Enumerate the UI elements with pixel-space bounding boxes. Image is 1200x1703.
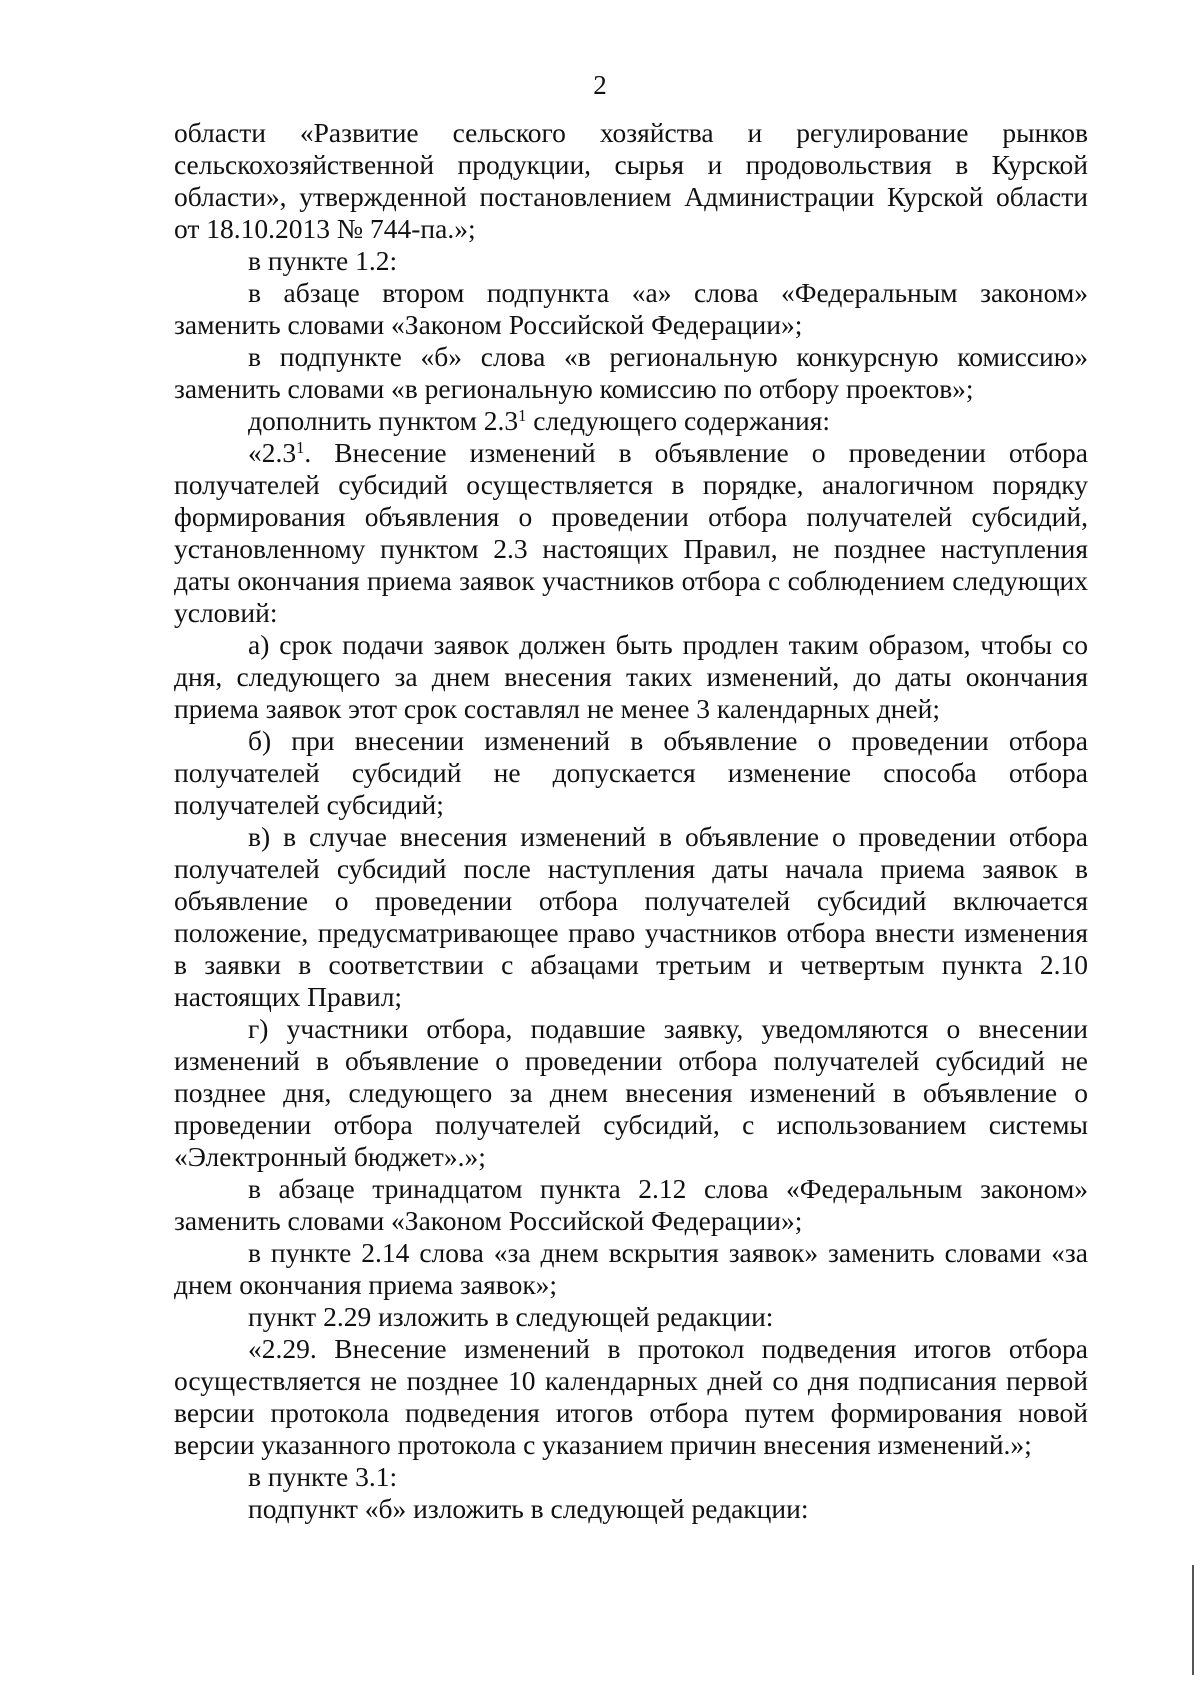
paragraph-item-2-29: пункт 2.29 изложить в следующей редакции: bbox=[248, 1301, 774, 1332]
page-number: 2 bbox=[593, 70, 607, 100]
paragraph-continuation: области «Развитие сельского хозяйства и регулирование рынков сельскохозяйственной продукции, сырья и продовольствия в Курской области», утвержденной постановлением Администрации Курской области от 18.10.2013 № 744-па.»; bbox=[174, 117, 1088, 244]
paragraph-condition-v: в) в случае внесения изменений в объявление о проведении отбора получателей субсидий после наступления даты начала приема заявок в объявление о проведении отбора получателей субсидий включается положение, предусматривающее право участников отбора внести изменения в заявки в соответствии с абзацами третьим и четвертым пункта 2.10 настоящих Правил; bbox=[174, 821, 1088, 1012]
text-segment: . Внесение изменений в объявление о проведении отбора получателей субсидий осуществляется в порядке, аналогичном порядку формирования объявления о проведении отбора получателей субсидий, установленному пунктом 2.3 настоящих Правил, не позднее наступления даты окончания приема заявок участников отбора с соблюдением следующих условий: bbox=[174, 437, 1088, 628]
paragraph-condition-g: г) участники отбора, подавшие заявку, уведомляются о внесении изменений в объявление о проведении отбора получателей субсидий не позднее дня, следующего за днем внесения изменений в объявление о проведении отбора получателей субсидий, с использованием системы «Электронный бюджет».»; bbox=[174, 1013, 1088, 1172]
paragraph-subitem-b: подпункт «б» изложить в следующей редакции: bbox=[248, 1493, 809, 1524]
paragraph-item-3-1: в пункте 3.1: bbox=[248, 1461, 398, 1492]
text-segment: следующего содержания: bbox=[526, 405, 830, 436]
paragraph-item-1-2: в пункте 1.2: bbox=[248, 245, 398, 276]
superscript: 1 bbox=[518, 405, 527, 425]
document-body bbox=[174, 117, 1088, 1525]
text-segment: дополнить пунктом 2.3 bbox=[248, 405, 519, 436]
superscript: 1 bbox=[296, 437, 305, 457]
paragraph-amendment-b: в подпункте «б» слова «в региональную конкурсную комиссию» заменить словами «в региональную комиссию по отбору проектов»; bbox=[174, 341, 1088, 404]
paragraph-condition-a: а) срок подачи заявок должен быть продлен таким образом, чтобы со дня, следующего за днем внесения таких изменений, до даты окончания приема заявок этот срок составлял не менее 3 календарных дней; bbox=[174, 629, 1088, 724]
paragraph-clause-2-29: «2.29. Внесение изменений в протокол подведения итогов отбора осуществляется не позднее 10 календарных дней со дня подписания первой версии протокола подведения итогов отбора путем формирования новой версии указанного протокола с указанием причин внесения изменений.»; bbox=[174, 1333, 1088, 1460]
paragraph-condition-b: б) при внесении изменений в объявление о проведении отбора получателей субсидий не допускается изменение способа отбора получателей субсидий; bbox=[174, 725, 1088, 820]
text-segment: «2.3 bbox=[248, 437, 297, 468]
paragraph-amendment-a: в абзаце втором подпункта «а» слова «Федеральным законом» заменить словами «Законом Российской Федерации»; bbox=[174, 277, 1088, 340]
paragraph-item-2-12: в абзаце тринадцатом пункта 2.12 слова «Федеральным законом» заменить словами «Законом Российской Федерации»; bbox=[174, 1173, 1088, 1236]
paragraph-item-2-14: в пункте 2.14 слова «за днем вскрытия заявок» заменить словами «за днем окончания приема заявок»; bbox=[174, 1237, 1088, 1300]
paragraph-add-2-3-1 bbox=[174, 405, 1088, 437]
paragraph-clause-2-3-1 bbox=[174, 437, 1088, 629]
scan-edge-mark bbox=[1192, 1565, 1194, 1675]
